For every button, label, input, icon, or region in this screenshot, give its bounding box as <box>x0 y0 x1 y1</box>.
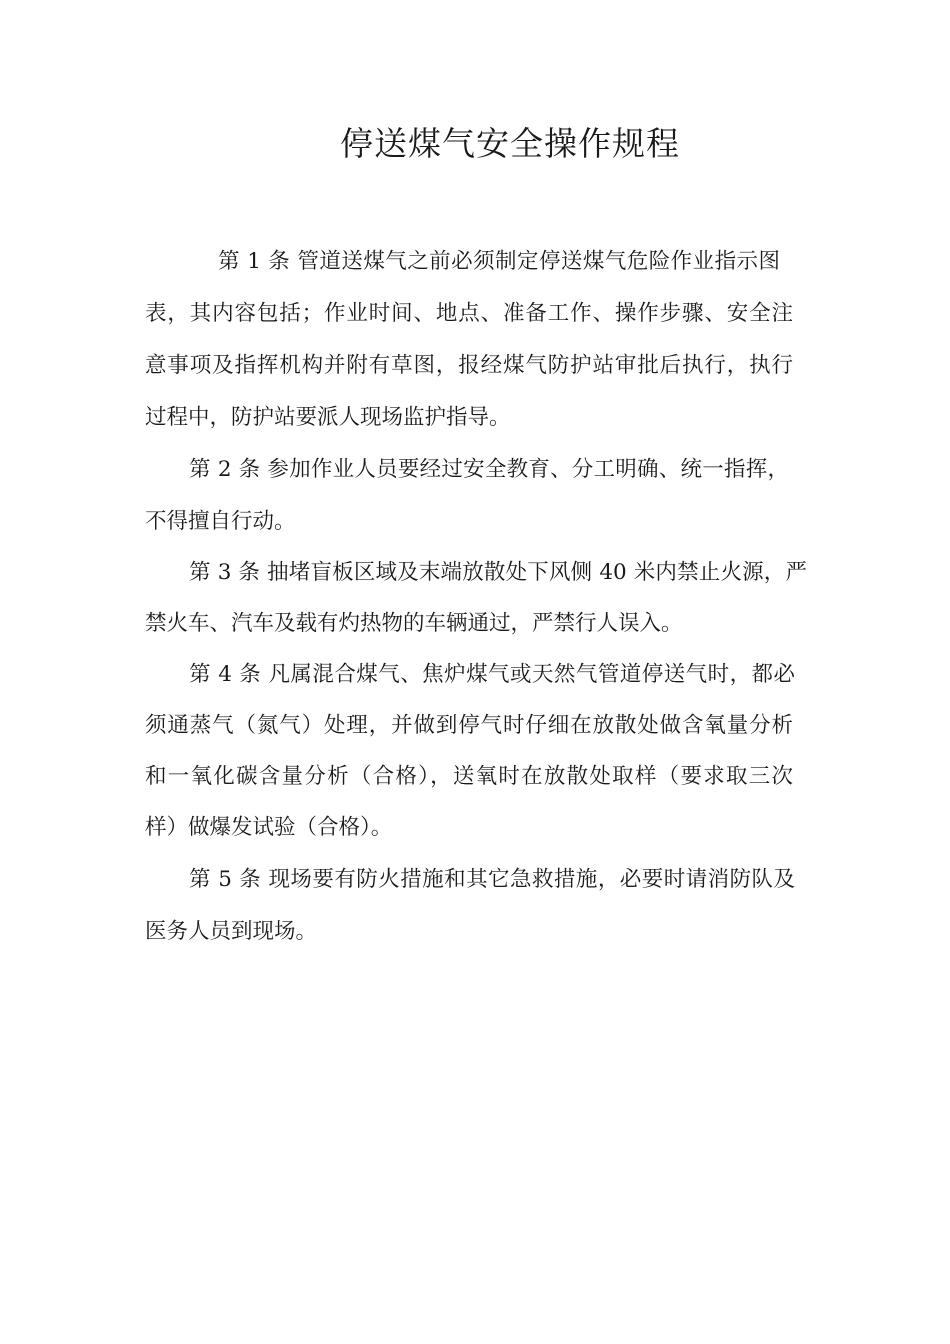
article-5-line-2: 医务人员到现场。 <box>145 919 318 944</box>
article-4-line-1: 第 4 条 凡属混合煤气、焦炉煤气或天然气管道停送气时，都必 <box>189 662 795 687</box>
article-1-line-3: 意事项及指挥机构并附有草图，报经煤气防护站审批后执行，执行 <box>145 353 793 378</box>
article-4-line-2: 须通蒸气（氮气）处理，并做到停气时仔细在放散处做含氧量分析 <box>145 713 793 738</box>
article-5-line-1: 第 5 条 现场要有防火措施和其它急救措施，必要时请消防队及 <box>189 867 795 892</box>
article-2-line-2: 不得擅自行动。 <box>145 509 296 534</box>
article-2-line-1: 第 2 条 参加作业人员要经过安全教育、分工明确、统一指挥， <box>189 457 789 482</box>
article-1-line-4: 过程中，防护站要派人现场监护指导。 <box>145 405 511 430</box>
article-3-line-2: 禁火车、汽车及载有灼热物的车辆通过，严禁行人误入。 <box>145 611 683 636</box>
article-1-line-1: 第 1 条 管道送煤气之前必须制定停送煤气危险作业指示图 <box>218 249 780 274</box>
article-4-line-3: 和一氧化碳含量分析（合格），送氧时在放散处取样（要求取三次 <box>145 764 793 789</box>
article-3-line-1: 第 3 条 抽堵盲板区域及末端放散处下风侧 40 米内禁止火源，严 <box>189 560 807 585</box>
document-title: 停送煤气安全操作规程 <box>340 124 680 163</box>
article-1-line-2: 表，其内容包括；作业时间、地点、准备工作、操作步骤、安全注 <box>145 301 793 326</box>
article-4-line-4: 样）做爆发试验（合格）。 <box>145 815 393 840</box>
